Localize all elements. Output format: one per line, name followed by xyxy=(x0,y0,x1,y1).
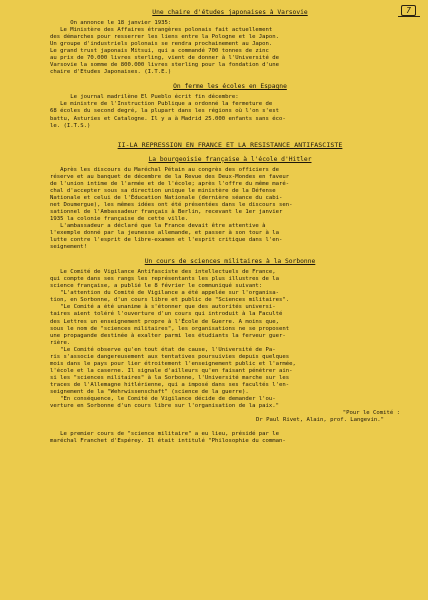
article-body-bourgeoisie xyxy=(50,167,410,252)
text-line: une propagande destinée à exalter parmi les étudiants la ferveur guer- xyxy=(50,332,286,339)
article-heading-spain-schools: On ferme les écoles en Espagne xyxy=(173,83,287,91)
text-line: Nationale et celui de l'Éducation Nationale (dernière séance du cabi- xyxy=(50,194,283,201)
text-line: tion, en Sorbonne, d'un cours libre et public de "Sciences militaires". xyxy=(50,297,290,304)
text-line: verture en Sorbonne d'un cours libre sur l'organisation de la paix." xyxy=(50,403,280,410)
text-line: L'ambassadeur a déclaré que la France devait être attentive à xyxy=(50,222,266,229)
text-line: traces de l'Allemagne hitlérienne, qui a imposé dans ses facultés l'en- xyxy=(50,381,290,388)
text-line: Le Ministère des Affaires étrangères polonais fait actuellement xyxy=(50,27,273,34)
text-line: si les "sciences militaires" à la Sorbonne, l'Université marche sur les xyxy=(50,374,290,381)
text-line: Le journal madrilène El Pueblo écrit fin décembre: xyxy=(50,94,239,101)
article-body-spain-schools xyxy=(50,94,410,129)
text-line: lutte contre l'esprit de libre-examen et l'esprit critique dans l'en- xyxy=(50,237,283,244)
text-line: "En conséquence, le Comité de Vigilance décide de demander l'ou- xyxy=(50,396,276,403)
text-line: réserve et au banquet de décembre de la Revue des Deux-Mondes en faveur xyxy=(50,173,290,180)
text-line: mois dans le pays pour lier étroitement l'enseignement public et l'armée, xyxy=(50,360,296,367)
article-heading-bourgeoisie: La bourgeoisie française à l'école d'Hitler xyxy=(148,155,312,163)
text-line: science française, a publié le 8 février le communiqué suivant: xyxy=(50,283,263,290)
text-line: On annonce le 18 janvier 1935: xyxy=(50,20,172,26)
text-line: Un groupe d'industriels polonais se rendra prochainement au Japon. xyxy=(50,41,273,48)
text-line: au prix de 70.000 livres sterling, vient de donner à l'Université de xyxy=(50,55,280,62)
text-line: seignement! xyxy=(50,244,88,251)
section-heading-repression: II-LA REPRESSION EN FRANCE ET LA RESISTANCE ANTIFASCISTE xyxy=(117,140,343,149)
article-heading-japanese-chair: Une chaire d'études japonaises à Varsovie xyxy=(152,9,308,16)
text-line: Le Comité de Vigilance Antifasciste des intellectuels de France, xyxy=(50,269,276,276)
page-content xyxy=(50,9,410,445)
text-line: Varsovie la somme de 800.000 livres sterling pour la fondation d'une xyxy=(50,62,280,69)
text-line: qui compte dans ses rangs les représentants les plus illustres de la xyxy=(50,276,280,283)
text-line: "Le Comité a été unanime à s'étonner que des autorités universi- xyxy=(50,304,276,311)
text-line: seignement de la "Wehrwissenschaft" (science de la guerre). xyxy=(50,388,249,395)
text-line: "L'attention du Comité de Vigilance a été appelée sur l'organisa- xyxy=(50,290,280,297)
text-line: rière. xyxy=(50,339,71,346)
text-line: maréchal Franchet d'Espérey. Il était intitulé "Philosophie du comman- xyxy=(50,438,286,445)
text-line: l'exemple donné par la jeunesse allemande, et passer à son tour à la xyxy=(50,230,280,237)
text-line: de l'union intime de l'armée et de l'école; après l'offre du même maré- xyxy=(50,180,290,187)
article-heading-sorbonne-course: Un cours de sciences militaires à la Sorbonne xyxy=(144,258,316,266)
signature-names: Dr Paul Rivet, Alain, prof. Langevin." xyxy=(256,417,384,424)
text-line: l'école et la caserne. Il signale d'ailleurs qu'en faisant pénétrer ain- xyxy=(50,367,293,374)
text-line: net Doumergue), les mêmes idées ont été présentées dans le discours sen- xyxy=(50,201,293,208)
text-line: Le ministre de l'Instruction Publique a ordonné la fermeture de xyxy=(50,101,273,108)
article-body-japanese-chair xyxy=(50,20,410,76)
text-line: le. (I.T.S.) xyxy=(50,122,91,129)
text-line: 68 écoles du second degré, la plupart dans les régions où l'on s'est xyxy=(50,108,280,115)
text-line: battu, Asturies et Catalogne. Il y a à Madrid 25.000 enfants sans éco- xyxy=(50,115,286,122)
text-line: 1935 la colonie française de cette ville. xyxy=(50,215,189,222)
text-line: Le premier cours de "science militaire" a eu lieu, présidé par le xyxy=(50,431,280,438)
text-line: Après les discours du Maréchal Pétain au congrès des officiers de xyxy=(50,166,280,173)
text-line: taires aient toléré l'ouverture d'un cours qui introduit à la Faculté xyxy=(50,311,283,318)
text-line: sous le nom de "sciences militaires", les organisations ne se proposent xyxy=(50,325,290,332)
text-line: chal d'accepter sous sa direction unique le ministère de la Défense xyxy=(50,187,276,194)
text-line: Le grand trust japonais Mitsui, qui a commandé 700 tonnes de zinc xyxy=(50,48,269,55)
text-line: ris s'associe dangereusement aux tentatives poursuivies depuis quelques xyxy=(50,353,290,360)
text-line: chaire d'Etudes Japonaises. (I.T.E.) xyxy=(50,69,172,76)
text-line: "Le Comité observe qu'en tout état de cause, l'Université de Pa- xyxy=(50,346,276,353)
article-body-sorbonne-course xyxy=(50,269,410,445)
page-number: 7 xyxy=(401,5,416,16)
signature-intro: "Pour le Comité : xyxy=(342,410,400,417)
text-line: des démarches pour resserrer les liens entre la Pologne et le Japon. xyxy=(50,34,280,41)
text-line: des Lettres un enseignement propre à l'École de Guerre. A moins que, xyxy=(50,318,280,325)
text-line: sationnel de l'Ambassadeur français à Berlin, recevant le 1er janvier xyxy=(50,208,283,215)
